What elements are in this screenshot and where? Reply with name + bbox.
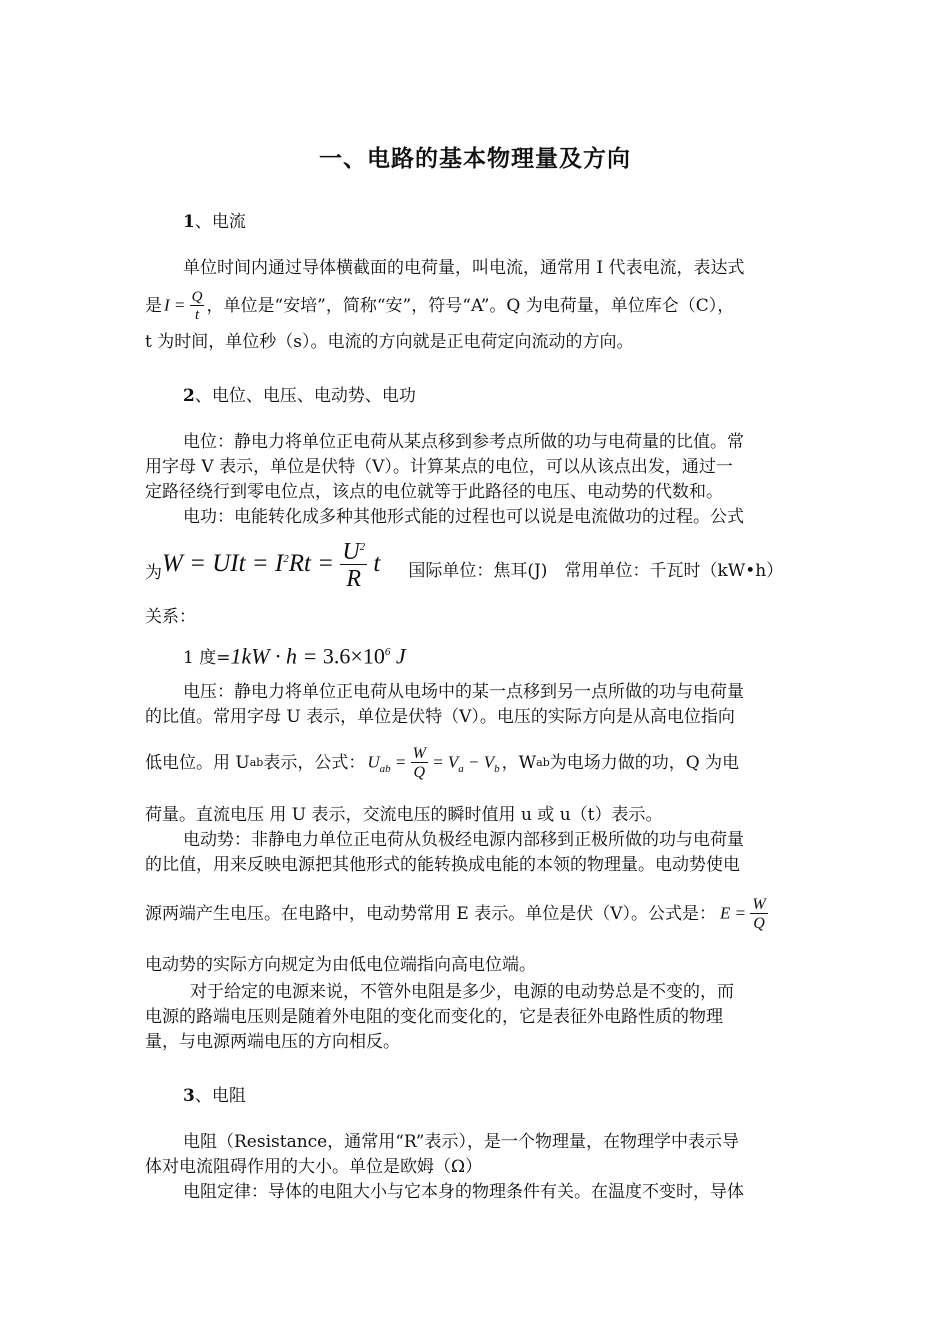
resistance-line-3: 电阻定律：导体的电阻大小与它本身的物理条件有关。在温度不变时，导体 — [183, 1182, 744, 1202]
current-line-3: t 为时间，单位秒（s）。电流的方向就是正电荷定向流动的方向。 — [145, 332, 634, 352]
voltage-formula: $U_{ab}$ = $\frac{W}{Q}$ = $V_a - V_b$ — [367, 744, 500, 781]
potential-line-1: 电位：静电力将单位正电荷从某点移到参考点所做的功与电荷量的比值。常 — [183, 432, 744, 452]
voltage-line-4: 荷量。直流电压 用 U 表示，交流电压的瞬时值用 u 或 u（t）表示。 — [145, 805, 663, 825]
emf-line-2: 的比值，用来反映电源把其他形式的能转换成电能的本领的物理量。电动势使电 — [145, 855, 740, 875]
emf-line-3: 源两端产生电压。在电路中，电动势常用 E 表示。单位是伏（V）。公式是： E = $\frac{W}{Q}$ — [145, 895, 766, 932]
emf-line-4: 电动势的实际方向规定为由低电位端指向高电位端。 — [145, 955, 536, 975]
resistance-line-1: 电阻（Resistance，通常用“R”表示），是一个物理量，在物理学中表示导 — [183, 1132, 739, 1152]
current-formula: I = $\frac{Q}{t}$ — [164, 288, 203, 323]
resistance-line-2: 体对电流阻碍作用的大小。单位是欧姆（Ω） — [145, 1157, 483, 1177]
section-heading-current: 1、电流 — [183, 212, 246, 232]
voltage-line-2: 的比值。常用字母 U 表示，单位是伏特（V）。电压的实际方向是从高电位指向 — [145, 707, 735, 727]
emf-p2-line-3: 量，与电源两端电压的方向相反。 — [145, 1032, 400, 1052]
emf-p2-line-2: 电源的路端电压则是随着外电阻的变化而变化的，它是表征外电路性质的物理 — [145, 1007, 723, 1027]
work-line-4: 1 度= $1kW \cdot h = 3.6\times 10^6$ J — [183, 640, 810, 670]
current-line-2: 是 I = $\frac{Q}{t}$ ，单位是“安培”，简称“安”，符号“A”。Q 为电荷量，单位库仑（C）， — [145, 288, 735, 323]
voltage-line-1: 电压：静电力将单位正电荷从电场中的某一点移到另一点所做的功与电荷量 — [183, 682, 744, 702]
section-heading-potential: 2、电位、电压、电动势、电功 — [183, 386, 416, 406]
work-formula: W = UIt = $I^2Rt$ = $\frac{U^2}{R}$ t — [162, 538, 381, 592]
current-line-1: 单位时间内通过导体横截面的电荷量，叫电流，通常用 I 代表电流，表达式 — [183, 258, 745, 278]
work-line-2: 为 W = UIt = $I^2Rt$ = $\frac{U^2}{R}$ t 国际单位：焦耳(J) 常用单位：千瓦时（kW•h） — [145, 538, 784, 592]
emf-formula: E = $\frac{W}{Q}$ — [720, 895, 766, 932]
kwh-formula: $1kW \cdot h = 3.6\times 10^6$ J — [230, 643, 406, 669]
emf-line-1: 电动势：非静电力单位正电荷从负极经电源内部移到正极所做的功与电荷量 — [183, 830, 744, 850]
work-line-3: 关系： — [145, 607, 196, 627]
section-heading-resistance: 3、电阻 — [183, 1086, 246, 1106]
work-line-1: 电功：电能转化成多种其他形式能的过程也可以说是电流做功的过程。公式 — [183, 507, 744, 527]
voltage-line-3: 低电位。用 U ab 表示，公式： $U_{ab}$ = $\frac{W}{Q}$ = $V_a - V_b$ ，W ab 为电场力做的功，Q 为电 — [145, 744, 740, 781]
potential-line-2: 用字母 V 表示，单位是伏特（V）。计算某点的电位，可以从该点出发，通过一 — [145, 457, 733, 477]
emf-p2-line-1: 对于给定的电源来说，不管外电阻是多少，电源的电动势总是不变的，而 — [190, 982, 734, 1002]
page-title: 一、电路的基本物理量及方向 — [319, 146, 631, 172]
potential-line-3: 定路径绕行到零电位点，该点的电位就等于此路径的电压、电动势的代数和。 — [145, 482, 723, 502]
